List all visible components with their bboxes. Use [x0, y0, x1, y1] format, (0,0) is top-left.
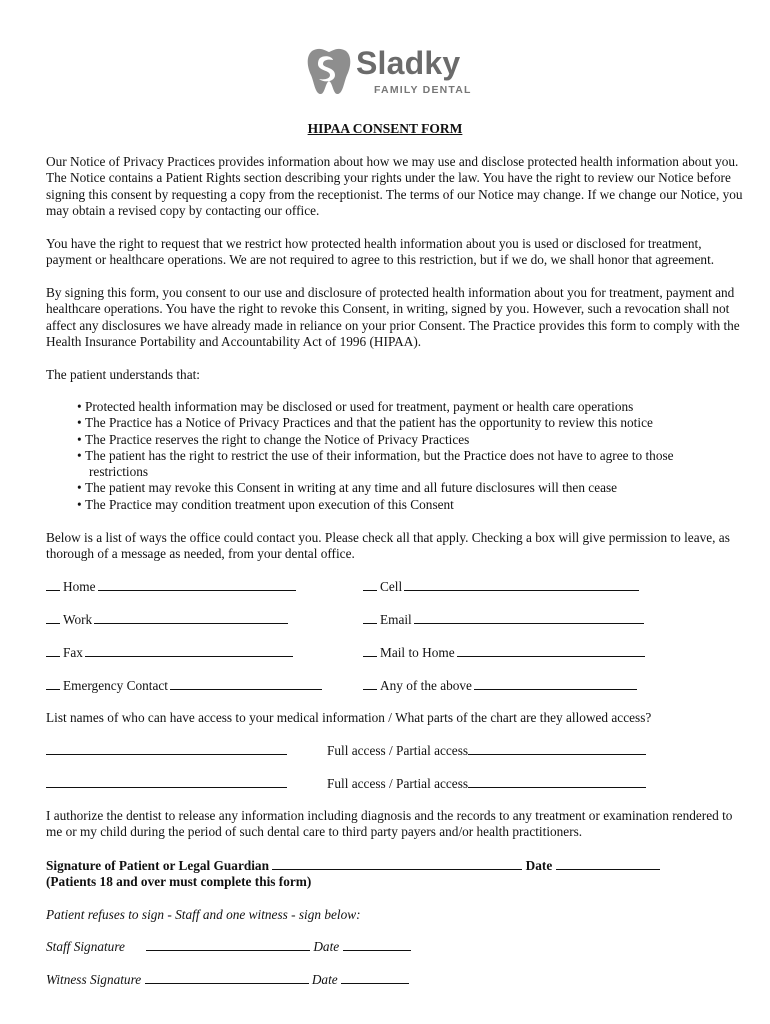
- access-name-field[interactable]: [46, 743, 287, 755]
- access-level-label: Full access / Partial access: [327, 776, 469, 791]
- signature-date-field[interactable]: [556, 858, 660, 870]
- access-level-label: Full access / Partial access: [327, 743, 469, 758]
- authorization-paragraph: I authorize the dentist to release any information including diagnosis and the records to any treatment or examination rendered to me or my child during the period of such dental care to third party payers and/or health practitioners.: [46, 808, 733, 840]
- contact-option-email[interactable]: [363, 612, 644, 628]
- cell-checkbox-line[interactable]: [363, 579, 377, 591]
- signature-field[interactable]: [272, 858, 522, 870]
- cell-field[interactable]: [404, 579, 639, 591]
- mail-label: Mail to Home: [380, 645, 455, 660]
- access-level-field[interactable]: [468, 776, 646, 788]
- home-label: Home: [63, 579, 96, 594]
- staff-signature-label: Staff Signature: [46, 939, 125, 954]
- contact-option-mail[interactable]: [363, 645, 645, 661]
- form-title: HIPAA CONSENT FORM: [307, 121, 463, 136]
- contact-option-cell[interactable]: [363, 579, 639, 595]
- access-instructions: List names of who can have access to your medical information / What parts of the chart are they allowed access?: [46, 710, 652, 725]
- list-item: • The Practice has a Notice of Privacy Practices and that the patient has the opportunity to review this notice: [77, 415, 717, 431]
- list-item: • The Practice may condition treatment upon execution of this Consent: [77, 497, 717, 513]
- contact-option-fax[interactable]: [46, 645, 293, 661]
- list-item: • The Practice reserves the right to change the Notice of Privacy Practices: [77, 432, 717, 448]
- staff-signature-row: [46, 939, 125, 955]
- witness-signature-row: [46, 972, 409, 988]
- access-row-2: [46, 776, 287, 792]
- signature-row: [46, 858, 660, 874]
- any-checkbox-line[interactable]: [363, 678, 377, 690]
- email-checkbox-line[interactable]: [363, 612, 377, 624]
- contact-option-work[interactable]: [46, 612, 288, 628]
- signature-label: Signature of Patient or Legal Guardian: [46, 858, 269, 873]
- home-field[interactable]: [98, 579, 296, 591]
- refusal-instructions: Patient refuses to sign - Staff and one witness - sign below:: [46, 907, 361, 922]
- understanding-list: [77, 399, 717, 513]
- contact-instructions: Below is a list of ways the office could contact you. Please check all that apply. Checking a box will give permission to leave, as thorough of a message as needed, from your dental office.: [46, 530, 730, 562]
- access-level-field[interactable]: [468, 743, 646, 755]
- access-name-field[interactable]: [46, 776, 287, 788]
- logo-subtitle: FAMILY DENTAL: [374, 84, 472, 96]
- emergency-checkbox-line[interactable]: [46, 678, 60, 690]
- witness-signature-field[interactable]: [145, 972, 309, 984]
- mail-field[interactable]: [457, 645, 645, 657]
- fax-field[interactable]: [85, 645, 293, 657]
- fax-checkbox-line[interactable]: [46, 645, 60, 657]
- witness-signature-label: Witness Signature: [46, 972, 142, 987]
- access-row-1: [46, 743, 287, 759]
- emergency-field[interactable]: [170, 678, 322, 690]
- witness-date-field[interactable]: [341, 972, 409, 984]
- consent-paragraph: By signing this form, you consent to our use and disclosure of protected health information about you for treatment, payment and healthcare operations. You have the right to revoke this Consent, in writing, signed by you. However, such a revocation shall not affect any disclosures we have already made in reliance on your prior Consent. The Practice provides this form to comply with the Health Insurance Portability and Accountability Act of 1996 (HIPAA).: [46, 285, 740, 349]
- restriction-paragraph: You have the right to request that we restrict how protected health information about you is used or disclosed for treatment, payment or healthcare operations. We are not required to agree to this restriction, but if we do, we shall honor that agreement.: [46, 236, 715, 268]
- signature-date-label: Date: [525, 858, 553, 873]
- mail-checkbox-line[interactable]: [363, 645, 377, 657]
- witness-date-label: Date: [311, 972, 338, 987]
- access-level-2: [327, 776, 646, 792]
- work-field[interactable]: [94, 612, 288, 624]
- privacy-notice-paragraph: Our Notice of Privacy Practices provides information about how we may use and disclose protected health information about you. The Notice contains a Patient Rights section describing your rights under the law. You have the right to review our Notice before signing this consent by requesting a copy from the receptionist. The terms of our Notice may change. If we change our Notice, you may obtain a revised copy by contacting our office.: [46, 154, 743, 218]
- contact-option-any[interactable]: [363, 678, 637, 694]
- any-field[interactable]: [474, 678, 637, 690]
- list-item: • The patient may revoke this Consent in writing at any time and all future disclosures will then cease: [77, 480, 717, 496]
- work-checkbox-line[interactable]: [46, 612, 60, 624]
- fax-label: Fax: [63, 645, 83, 660]
- emergency-label: Emergency Contact: [63, 678, 168, 693]
- work-label: Work: [63, 612, 93, 627]
- understands-heading: The patient understands that:: [46, 367, 200, 382]
- list-item: • Protected health information may be disclosed or used for treatment, payment or health care operations: [77, 399, 717, 415]
- staff-date-label: Date: [313, 939, 340, 954]
- tooth-icon: [306, 47, 352, 97]
- list-item: • The patient has the right to restrict the use of their information, but the Practice does not have to agree to those restrictions: [77, 448, 717, 481]
- any-label: Any of the above: [380, 678, 472, 693]
- staff-signature-field[interactable]: [146, 939, 310, 951]
- contact-option-emergency[interactable]: [46, 678, 322, 694]
- email-label: Email: [380, 612, 412, 627]
- staff-signature-line: [146, 939, 411, 955]
- email-field[interactable]: [414, 612, 644, 624]
- access-level-1: [327, 743, 646, 759]
- age-note: (Patients 18 and over must complete this form): [46, 874, 312, 889]
- contact-option-home[interactable]: [46, 579, 296, 595]
- home-checkbox-line[interactable]: [46, 579, 60, 591]
- sladky-logo: [306, 47, 481, 103]
- logo-name: Sladky: [356, 45, 461, 81]
- cell-label: Cell: [380, 579, 403, 594]
- staff-date-field[interactable]: [343, 939, 411, 951]
